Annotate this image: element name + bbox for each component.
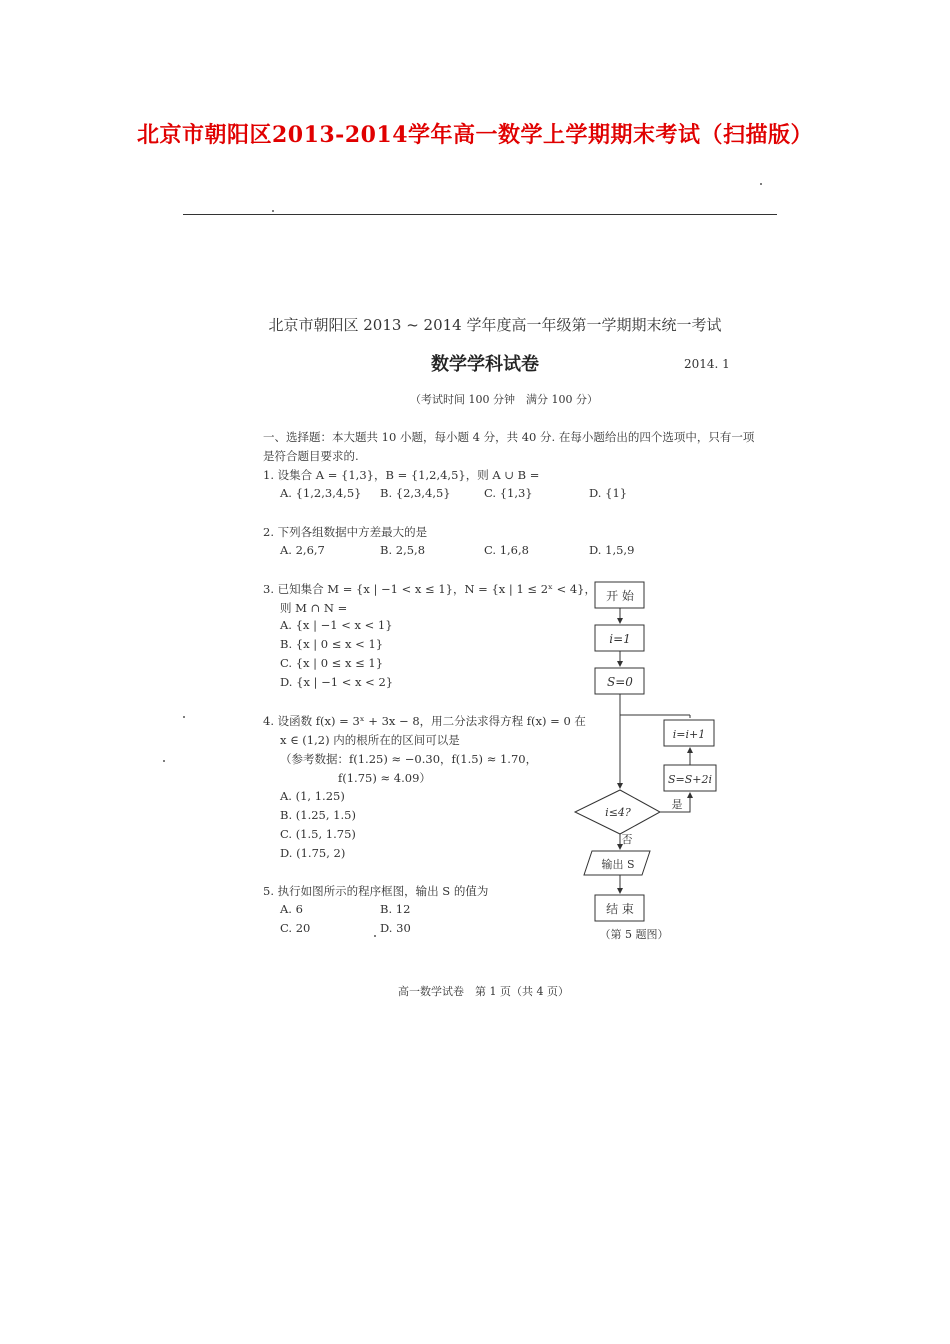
question-3-option-b: B. {x | 0 ≤ x < 1} — [280, 637, 384, 651]
question-3-option-d: D. {x | −1 < x < 2} — [280, 675, 394, 689]
question-4-stem-cont: x ∈ (1,2) 内的根所在的区间可以是 — [280, 733, 460, 747]
question-3-stem-cont: 则 M ∩ N = — [280, 601, 348, 615]
flowchart-init-i-label: i=1 — [609, 632, 631, 646]
question-4-reference-data-cont: f(1.75) ≈ 4.09） — [338, 771, 431, 785]
question-4-stem: 4. 设函数 f(x) = 3ˣ + 3x − 8，用二分法求得方程 f(x) = 0 在 — [263, 714, 586, 728]
question-1-option-d: D. {1} — [589, 486, 628, 500]
question-4-reference-data: （参考数据：f(1.25) ≈ −0.30，f(1.5) ≈ 1.70， — [280, 752, 538, 766]
question-5-option-d: D. 30 — [380, 921, 411, 935]
question-3-option-c: C. {x | 0 ≤ x ≤ 1} — [280, 656, 384, 670]
question-2-option-d: D. 1,5,9 — [589, 543, 635, 557]
flowchart-caption: （第 5 题图） — [599, 928, 669, 941]
question-3-option-a: A. {x | −1 < x < 1} — [280, 618, 393, 632]
flowchart-init-s-label: S=0 — [607, 675, 633, 689]
header-divider — [183, 214, 777, 215]
scan-speck — [183, 716, 185, 718]
question-1-option-a: A. {1,2,3,4,5} — [280, 486, 362, 500]
question-4-option-a: A. (1, 1.25) — [280, 789, 345, 803]
flowchart-start-label: 开 始 — [606, 589, 634, 603]
question-3-stem: 3. 已知集合 M = {x | −1 < x ≤ 1}，N = {x | 1 ≤ 2ˣ < 4}， — [263, 582, 596, 596]
flowchart-update-s-label: S=S+2i — [667, 773, 713, 786]
flowchart-condition-label: i≤4? — [605, 806, 631, 819]
question-2-stem: 2. 下列各组数据中方差最大的是 — [263, 525, 428, 539]
question-5-option-b: B. 12 — [380, 902, 411, 916]
question-1-option-c: C. {1,3} — [484, 486, 533, 500]
question-5-stem: 5. 执行如图所示的程序框图，输出 S 的值为 — [263, 884, 489, 898]
exam-header: 北京市朝阳区 2013 ~ 2014 学年度高一年级第一学期期末统一考试 — [268, 316, 722, 334]
question-1-option-b: B. {2,3,4,5} — [380, 486, 451, 500]
question-4-option-d: D. (1.75, 2) — [280, 846, 346, 860]
flowchart-update-i-label: i=i+1 — [672, 728, 706, 741]
scan-speck — [760, 183, 762, 185]
flowchart-no-label: 否 — [621, 833, 633, 846]
exam-date: 2014. 1 — [684, 357, 730, 371]
exam-info: （考试时间 100 分钟 满分 100 分） — [410, 393, 598, 406]
section-heading: 一、选择题：本大题共 10 小题，每小题 4 分，共 40 分. 在每小题给出的四个选项中，只有一项 — [263, 430, 755, 444]
question-4-option-b: B. (1.25, 1.5) — [280, 808, 356, 822]
question-1-stem: 1. 设集合 A = {1,3}，B = {1,2,4,5}，则 A ∪ B = — [263, 468, 540, 482]
section-heading-cont: 是符合题目要求的. — [263, 449, 359, 463]
question-5-option-c: C. 20 — [280, 921, 311, 935]
question-4-option-c: C. (1.5, 1.75) — [280, 827, 356, 841]
page-footer: 高一数学试卷 第 1 页（共 4 页） — [398, 985, 569, 998]
flowchart-yes-label: 是 — [671, 798, 683, 811]
flowchart-end-label: 结 束 — [606, 902, 634, 916]
flowchart — [570, 575, 730, 950]
scan-speck — [272, 210, 274, 212]
flowchart-output-label: 输出 S — [601, 858, 635, 871]
document-title: 北京市朝阳区2013-2014学年高一数学上学期期末考试（扫描版） — [136, 122, 814, 148]
scan-speck — [374, 935, 376, 937]
question-2-option-b: B. 2,5,8 — [380, 543, 426, 557]
question-5-option-a: A. 6 — [280, 902, 303, 916]
subject-title: 数学学科试卷 — [431, 354, 539, 375]
question-2-option-a: A. 2,6,7 — [280, 543, 325, 557]
question-2-option-c: C. 1,6,8 — [484, 543, 529, 557]
scan-speck — [163, 760, 165, 762]
